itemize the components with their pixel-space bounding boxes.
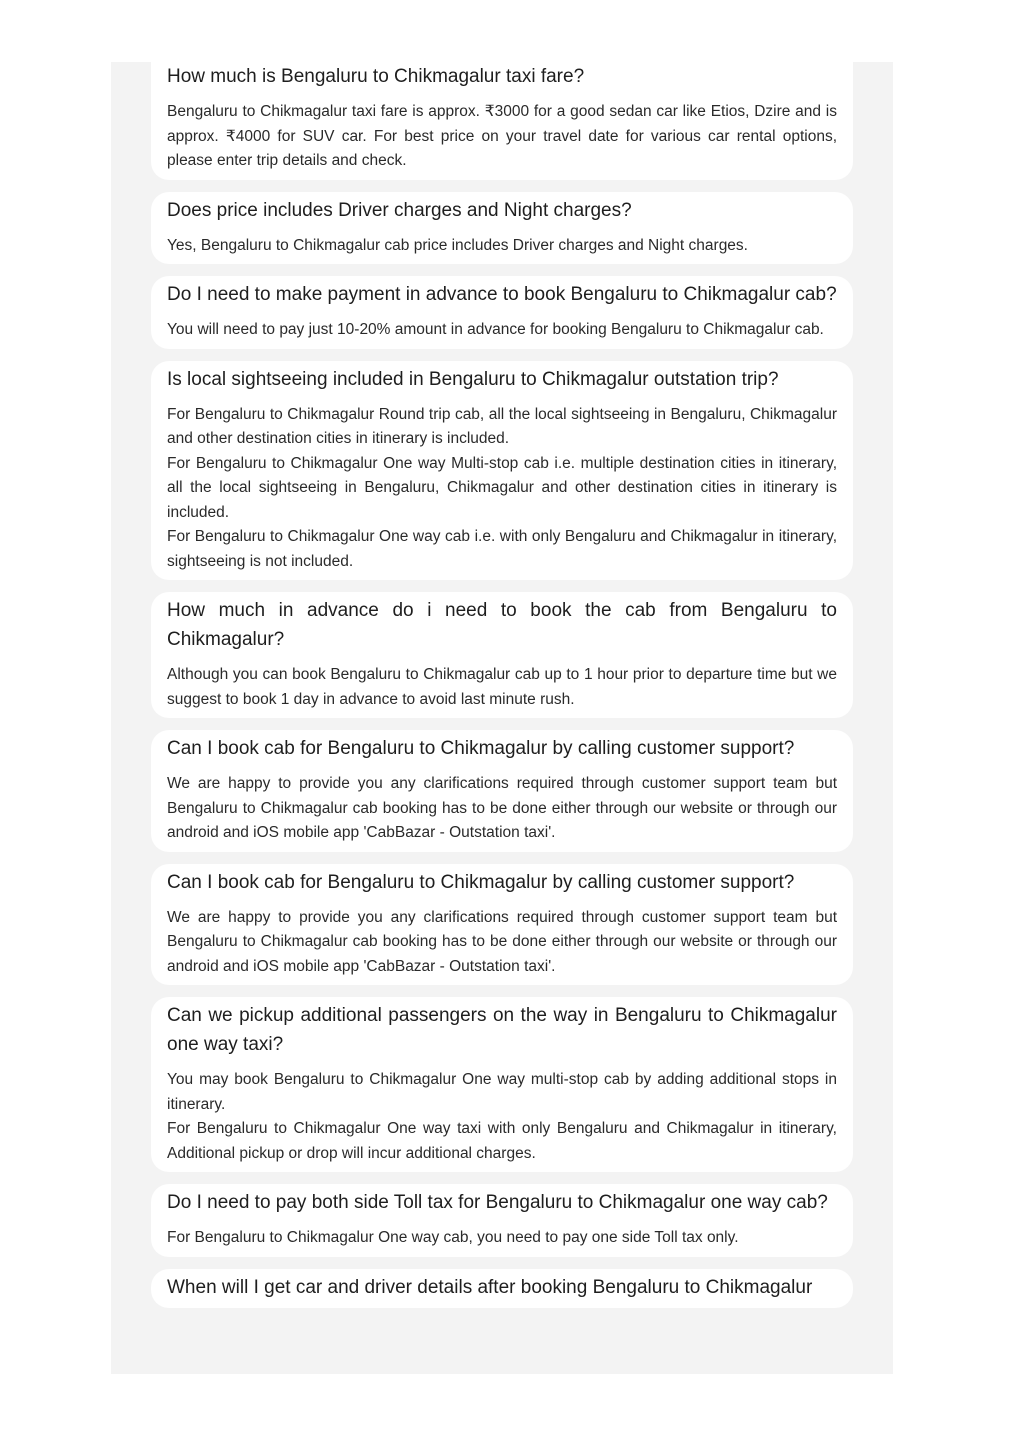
faq-item[interactable] [151,864,853,986]
faq-answer-paragraph: For Bengaluru to Chikmagalur One way cab i.e. with only Bengaluru and Chikmagalur in itinerary, sightseeing is not included. [167,528,837,570]
faq-item[interactable] [151,192,853,265]
faq-answer-paragraph: Although you can book Bengaluru to Chikmagalur cab up to 1 hour prior to departure time but we suggest to book 1 day in advance to avoid last minute rush. [167,666,837,708]
faq-answer [167,663,837,712]
faq-question: How much is Bengaluru to Chikmagalur taxi fare? [167,66,585,87]
faq-answer [167,100,837,174]
faq-answer [167,234,837,259]
faq-question: Do I need to pay both side Toll tax for Bengaluru to Chikmagalur one way cab? [167,1192,828,1213]
faq-question: Can I book cab for Bengaluru to Chikmagalur by calling customer support? [167,871,795,893]
faq-answer-paragraph: Yes, Bengaluru to Chikmagalur cab price includes Driver charges and Night charges. [167,236,748,254]
faq-item[interactable] [151,361,853,581]
faq-panel [111,62,893,1374]
faq-item[interactable] [151,592,853,718]
faq-answer-paragraph: For Bengaluru to Chikmagalur One way cab, you need to pay one side Toll tax only. [167,1229,739,1246]
faq-item[interactable] [151,997,853,1172]
faq-item[interactable] [151,1184,853,1257]
faq-answer [167,403,837,575]
faq-question: When will I get car and driver details after booking Bengaluru to Chikmagalur [167,1276,813,1298]
faq-answer [167,318,837,343]
faq-question: Can we pickup additional passengers on the way in Bengaluru to Chikmagalur one way taxi? [167,1005,837,1055]
faq-item[interactable] [151,730,853,852]
faq-answer-paragraph: For Bengaluru to Chikmagalur Round trip cab, all the local sightseeing in Bengaluru, Chikmagalur and other destination cities in itinerary is included. [167,405,837,447]
faq-answer-paragraph: You may book Bengaluru to Chikmagalur One way multi-stop cab by adding additional stops in itinerary. [167,1071,837,1113]
faq-question: Do I need to make payment in advance to book Bengaluru to Chikmagalur cab? [167,284,837,305]
faq-question: Can I book cab for Bengaluru to Chikmagalur by calling customer support? [167,738,795,759]
faq-answer-paragraph: Bengaluru to Chikmagalur taxi fare is approx. ₹3000 for a good sedan car like Etios, Dzire and is approx. ₹4000 for SUV car. For best price on your travel date for various car rental options, please enter trip details and check. [167,103,837,169]
faq-item[interactable] [151,1269,853,1308]
faq-answer [167,1068,837,1166]
faq-question: Is local sightseeing included in Bengaluru to Chikmagalur outstation trip? [167,368,779,390]
faq-item[interactable] [151,276,853,349]
faq-list [151,62,853,1320]
faq-answer-paragraph: We are happy to provide you any clarifications required through customer support team but Bengaluru to Chikmagalur cab booking has to be done either through our website or through our android and iOS mobile app 'CabBazar - Outstation taxi'. [167,775,837,841]
faq-answer [167,906,837,980]
faq-answer-paragraph: For Bengaluru to Chikmagalur One way Multi-stop cab i.e. multiple destination cities in itinerary, all the local sightseeing in Bengaluru, Chikmagalur and other destination cities in itinerary is included. [167,454,837,521]
faq-question: How much in advance do i need to book the cab from Bengaluru to Chikmagalur? [167,600,837,650]
faq-answer [167,772,837,846]
faq-answer-paragraph: We are happy to provide you any clarifications required through customer support team but Bengaluru to Chikmagalur cab booking has to be done either through our website or through our android and iOS mobile app 'CabBazar - Outstation taxi'. [167,908,837,975]
faq-question: Does price includes Driver charges and Night charges? [167,199,632,221]
faq-answer-paragraph: You will need to pay just 10-20% amount in advance for booking Bengaluru to Chikmagalur cab. [167,321,824,338]
faq-answer-paragraph: For Bengaluru to Chikmagalur One way taxi with only Bengaluru and Chikmagalur in itinerary, Additional pickup or drop will incur additional charges. [167,1120,837,1162]
faq-answer [167,1226,837,1251]
faq-item[interactable] [151,62,853,180]
